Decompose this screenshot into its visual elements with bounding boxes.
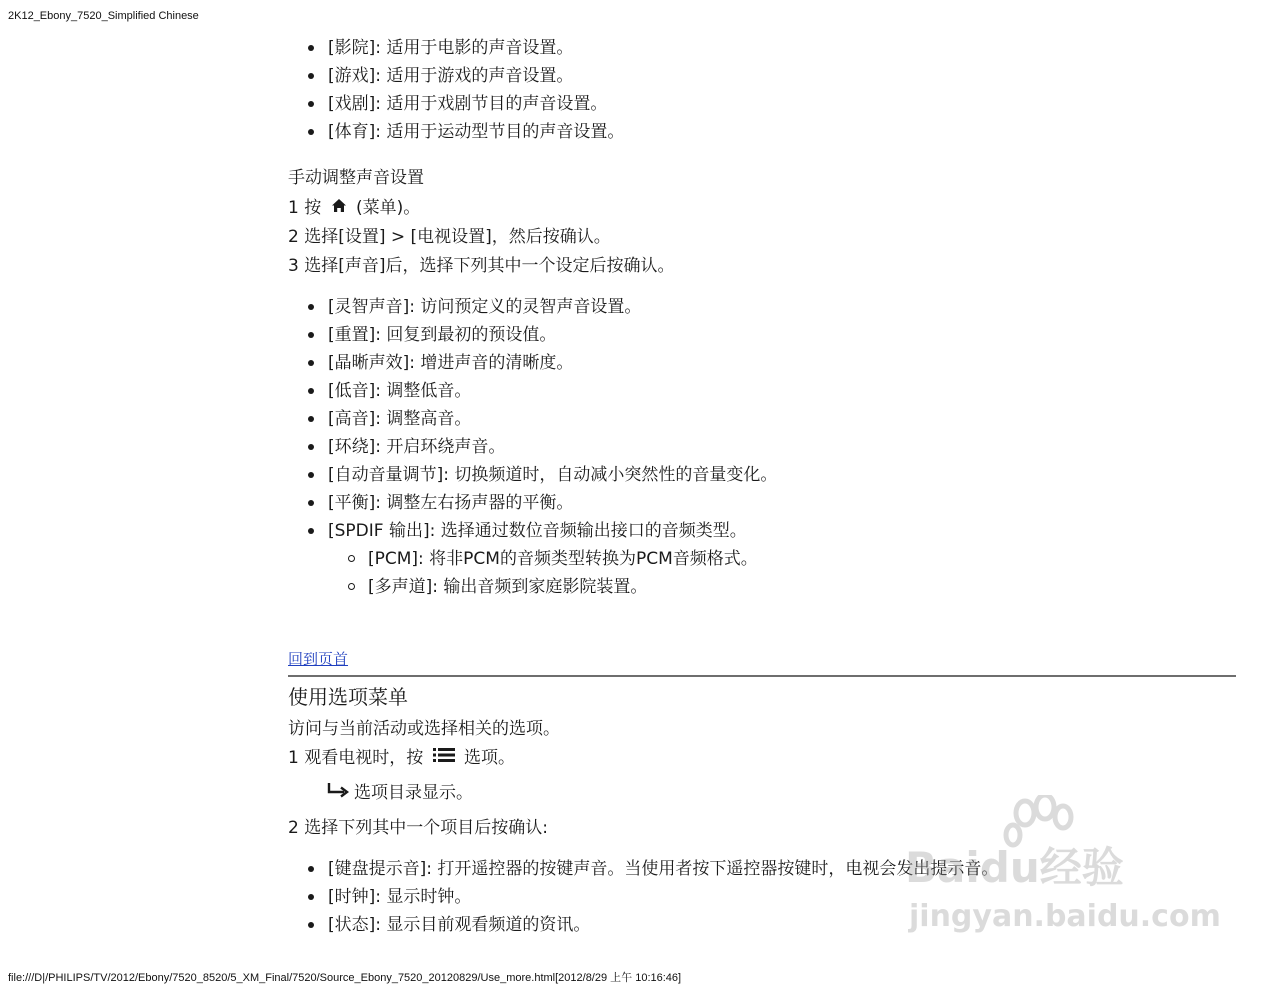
step-text: 选项。 xyxy=(464,748,516,768)
list-item: [多声道]: 输出音频到家庭影院装置。 xyxy=(368,573,1236,601)
option-item-list xyxy=(328,855,1236,939)
page-footer: file:///D|/PHILIPS/TV/2012/Ebony/7520_8520/5_XM_Final/7520/Source_Ebony_7520_20120829/Use_more.html[2012/8/29 上午 10:16:46] xyxy=(8,972,682,984)
back-to-top-link[interactable]: 回到页首 xyxy=(288,650,349,668)
list-item: [戏剧]: 适用于戏剧节目的声音设置。 xyxy=(328,90,1236,118)
list-item: [自动音量调节]: 切换频道时，自动减小突然性的音量变化。 xyxy=(328,461,1236,489)
step-text: (菜单)。 xyxy=(356,198,421,218)
list-item: [高音]: 调整高音。 xyxy=(328,405,1236,433)
list-item: [时钟]: 显示时钟。 xyxy=(328,883,1236,911)
sound-option-list xyxy=(328,293,1236,545)
spdif-option-list xyxy=(368,545,1236,601)
result-text: 选项目录显示。 xyxy=(354,783,473,803)
manual-step-2: 2 选择[设置] > [电视设置]，然后按确认。 xyxy=(288,227,611,247)
options-list-icon xyxy=(433,744,455,772)
manual-step-1 xyxy=(288,194,1236,223)
list-item: [环绕]: 开启环绕声音。 xyxy=(328,433,1236,461)
step-text: 1 按 xyxy=(288,198,322,218)
list-item: [游戏]: 适用于游戏的声音设置。 xyxy=(328,62,1236,90)
options-intro: 访问与当前活动或选择相关的选项。 xyxy=(288,719,560,739)
manual-sound-heading: 手动调整声音设置 xyxy=(288,168,424,188)
options-step-2: 2 选择下列其中一个项目后按确认: xyxy=(288,818,548,838)
list-item: [体育]: 适用于运动型节目的声音设置。 xyxy=(328,118,1236,146)
list-item: [低音]: 调整低音。 xyxy=(328,377,1236,405)
list-item: [PCM]: 将非PCM的音频类型转换为PCM音频格式。 xyxy=(368,545,1236,573)
list-item: [键盘提示音]: 打开遥控器的按键声音。当使用者按下遥控器按键时，电视会发出提示音。 xyxy=(328,855,1236,883)
home-icon xyxy=(331,194,347,222)
list-item: [状态]: 显示目前观看频道的资讯。 xyxy=(328,911,1236,939)
options-menu-title: 使用选项菜单 xyxy=(288,685,408,709)
list-item: [SPDIF 输出]: 选择通过数位音频输出接口的音频类型。 xyxy=(328,517,1236,545)
document-body xyxy=(288,34,1236,939)
page-header: 2K12_Ebony_7520_Simplified Chinese xyxy=(8,10,199,22)
watermark-brand: Baidu经验 xyxy=(905,843,1124,892)
options-step-1 xyxy=(288,744,1236,776)
options-result xyxy=(326,776,1236,810)
step-text: 1 观看电视时，按 xyxy=(288,748,424,768)
list-item: [平衡]: 调整左右扬声器的平衡。 xyxy=(328,489,1236,517)
watermark-url: jingyan.baidu.com xyxy=(909,899,1221,934)
list-item: [影院]: 适用于电影的声音设置。 xyxy=(328,34,1236,62)
section-divider xyxy=(288,675,1236,677)
preset-list xyxy=(328,34,1236,146)
manual-step-3: 3 选择[声音]后，选择下列其中一个设定后按确认。 xyxy=(288,256,675,276)
result-arrow-icon xyxy=(326,779,350,807)
list-item: [重置]: 回复到最初的预设值。 xyxy=(328,321,1236,349)
list-item: [灵智声音]: 访问预定义的灵智声音设置。 xyxy=(328,293,1236,321)
list-item: [晶晰声效]: 增进声音的清晰度。 xyxy=(328,349,1236,377)
